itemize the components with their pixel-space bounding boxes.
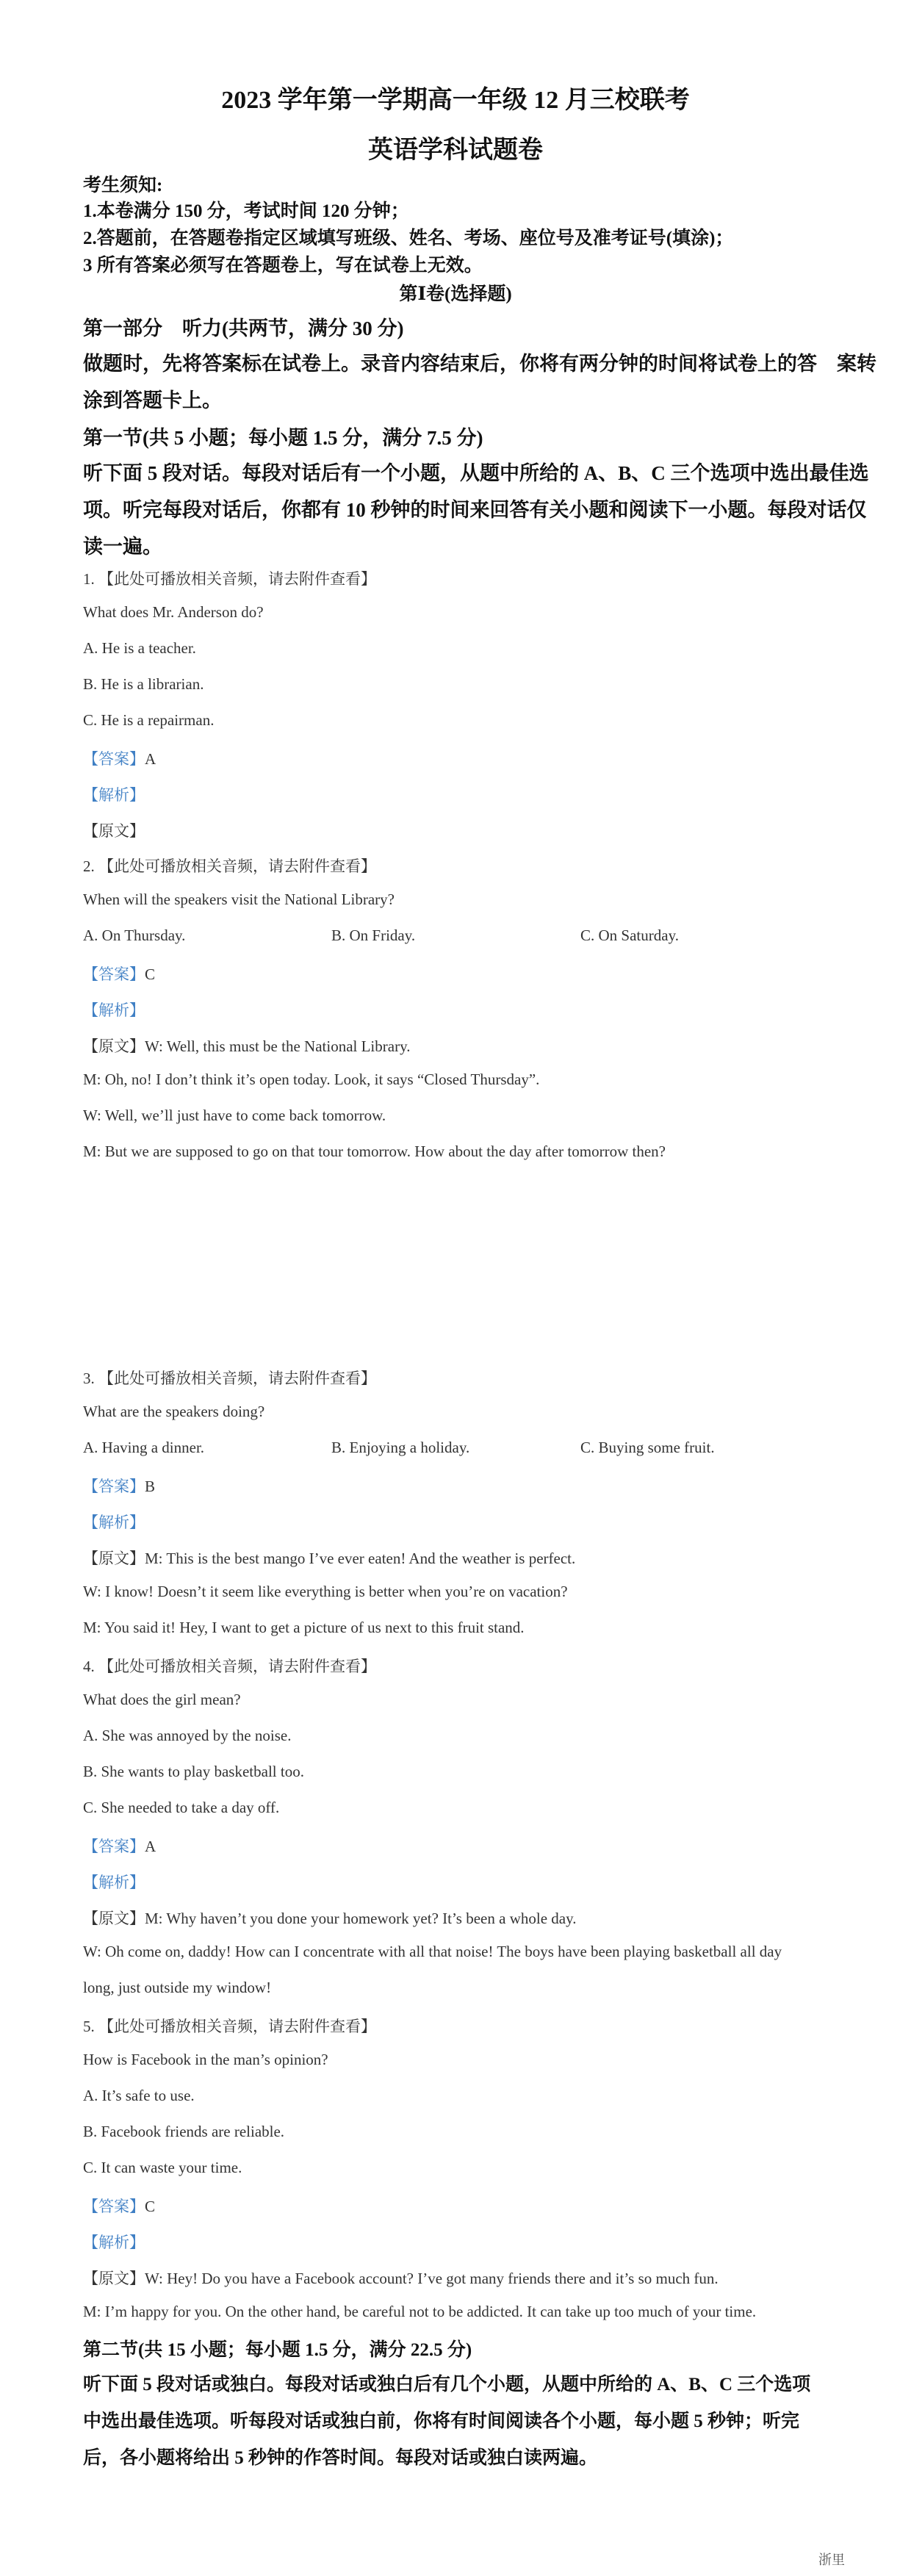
part1-instruction-line-1: 做题时，先将答案标在试卷上。录音内容结束后，你将有两分钟的时间将试卷上的答 案转 [83, 353, 876, 375]
notice-item-1: 1.本卷满分 150 分，考试时间 120 分钟； [83, 201, 409, 221]
q1-original-label: 【原文】 [83, 822, 145, 840]
q3-analysis-label: 【解析】 [83, 1514, 145, 1531]
section2-instruction-line-1: 听下面 5 段对话或独白。每段对话或独白后有几个小题，从题中所给的 A、B、C 三个选项 [83, 2375, 811, 2395]
q3-option-a: A. Having a dinner. [83, 1439, 205, 1456]
q4-stem: What does the girl mean? [83, 1691, 241, 1708]
notice-item-3: 3 所有答案必须写在答题卷上，写在试卷上无效。 [83, 256, 483, 276]
answer-label: 【答案】 [83, 965, 145, 983]
q4-option-a: A. She was annoyed by the noise. [83, 1727, 292, 1744]
q5-option-c: C. It can waste your time. [83, 2159, 242, 2176]
q1-option-a: A. He is a teacher. [83, 639, 196, 657]
q3-transcript-2: W: I know! Doesn’t it seem like everything is better when you’re on vacation? [83, 1583, 568, 1600]
q2-answer [83, 963, 155, 985]
q2-option-a: A. On Thursday. [83, 927, 186, 944]
q5-analysis-label: 【解析】 [83, 2234, 145, 2251]
q4-option-b: B. She wants to play basketball too. [83, 1763, 304, 1780]
q1-stem: What does Mr. Anderson do? [83, 603, 264, 621]
answer-label: 【答案】 [83, 1478, 145, 1495]
q5-option-b: B. Facebook friends are reliable. [83, 2123, 285, 2140]
notice-item-2: 2.答题前，在答题卷指定区域填写班级、姓名、考场、座位号及准考证号(填涂)； [83, 229, 734, 248]
answer-value: C [145, 2198, 156, 2215]
section1-title: 第一节(共 5 小题；每小题 1.5 分，满分 7.5 分) [83, 427, 483, 449]
answer-label: 【答案】 [83, 1838, 145, 1855]
original-label: 【原文】 [83, 1910, 145, 1927]
answer-value: A [145, 1838, 156, 1855]
notice-heading: 考生须知: [83, 176, 163, 195]
q2-stem: When will the speakers visit the National Library? [83, 891, 395, 908]
section2-instruction-line-3: 后，各小题将给出 5 秒钟的作答时间。每段对话或独白读两遍。 [83, 2448, 598, 2468]
q2-transcript-1 [83, 1035, 410, 1057]
q5-transcript-2: M: I’m happy for you. On the other hand, be careful not to be addicted. It can take up too much of your time. [83, 2303, 757, 2320]
q4-transcript-2: W: Oh come on, daddy! How can I concentrate with all that noise! The boys have been playing basketball all day [83, 1943, 782, 1960]
q2-option-c: C. On Saturday. [580, 927, 679, 944]
part1-instruction-line-2: 涂到答题卡上。 [83, 389, 222, 411]
q3-answer [83, 1475, 155, 1497]
answer-label: 【答案】 [83, 750, 145, 768]
answer-label: 【答案】 [83, 2198, 145, 2215]
transcript-text: W: Well, this must be the National Library. [145, 1037, 411, 1055]
answer-value: A [145, 750, 156, 768]
q1-option-b: B. He is a librarian. [83, 675, 204, 693]
q4-audio[interactable]: 4. 【此处可播放相关音频，请去附件查看】 [83, 1658, 376, 1675]
q2-transcript-3: W: Well, we’ll just have to come back tomorrow. [83, 1107, 386, 1124]
exam-title: 2023 学年第一学期高一年级 12 月三校联考 [221, 87, 690, 114]
original-label: 【原文】 [83, 2270, 145, 2287]
q4-option-c: C. She needed to take a day off. [83, 1799, 280, 1816]
volume-title: 第Ⅰ卷(选择题) [399, 284, 512, 304]
section1-instruction-line-2: 项。听完每段对话后，你都有 10 秒钟的时间来回答有关小题和阅读下一小题。每段对话仅 [83, 499, 867, 521]
q2-audio[interactable]: 2. 【此处可播放相关音频，请去附件查看】 [83, 857, 376, 875]
section2-instruction-line-2: 中选出最佳选项。听每段对话或独白前，你将有时间阅读各个小题，每小题 5 秒钟；听完 [83, 2411, 800, 2431]
section2-title: 第二节(共 15 小题；每小题 1.5 分，满分 22.5 分) [83, 2340, 472, 2360]
q1-answer [83, 747, 156, 769]
transcript-text: M: Why haven’t you done your homework yet? It’s been a whole day. [145, 1910, 577, 1927]
q5-transcript-1 [83, 2267, 719, 2289]
transcript-text: W: Hey! Do you have a Facebook account? I’ve got many friends there and it’s so much fun. [145, 2270, 719, 2287]
q5-answer [83, 2195, 155, 2217]
section1-instruction-line-1: 听下面 5 段对话。每段对话后有一个小题，从题中所给的 A、B、C 三个选项中选出最佳选 [83, 462, 869, 484]
q3-audio[interactable]: 3. 【此处可播放相关音频，请去附件查看】 [83, 1370, 376, 1387]
q2-transcript-2: M: Oh, no! I don’t think it’s open today. Look, it says “Closed Thursday”. [83, 1071, 540, 1088]
q3-transcript-3: M: You said it! Hey, I want to get a picture of us next to this fruit stand. [83, 1619, 525, 1636]
q4-transcript-3: long, just outside my window! [83, 1979, 272, 1996]
q4-transcript-1 [83, 1907, 576, 1929]
q1-option-c: C. He is a repairman. [83, 711, 215, 729]
q4-analysis-label: 【解析】 [83, 1874, 145, 1891]
footer-mark: 浙里 [818, 2552, 845, 2567]
q5-audio[interactable]: 5. 【此处可播放相关音频，请去附件查看】 [83, 2018, 376, 2035]
q3-transcript-1 [83, 1547, 575, 1569]
q5-option-a: A. It’s safe to use. [83, 2087, 195, 2104]
q2-analysis-label: 【解析】 [83, 1001, 145, 1019]
q3-option-c: C. Buying some fruit. [580, 1439, 715, 1456]
q2-option-b: B. On Friday. [331, 927, 416, 944]
answer-value: B [145, 1478, 156, 1495]
q1-audio[interactable]: 1. 【此处可播放相关音频，请去附件查看】 [83, 570, 376, 588]
q3-option-b: B. Enjoying a holiday. [331, 1439, 470, 1456]
part1-title: 第一部分 听力(共两节，满分 30 分) [83, 317, 404, 339]
q4-answer [83, 1835, 156, 1857]
q5-stem: How is Facebook in the man’s opinion? [83, 2051, 328, 2068]
q2-transcript-4: M: But we are supposed to go on that tour tomorrow. How about the day after tomorrow then? [83, 1143, 666, 1160]
section1-instruction-line-3: 读一遍。 [83, 536, 162, 558]
original-label: 【原文】 [83, 1037, 145, 1055]
original-label: 【原文】 [83, 1550, 145, 1567]
q1-analysis-label: 【解析】 [83, 786, 145, 804]
transcript-text: M: This is the best mango I’ve ever eaten! And the weather is perfect. [145, 1550, 576, 1567]
q3-stem: What are the speakers doing? [83, 1403, 265, 1420]
answer-value: C [145, 965, 156, 983]
exam-subtitle: 英语学科试题卷 [368, 137, 543, 164]
